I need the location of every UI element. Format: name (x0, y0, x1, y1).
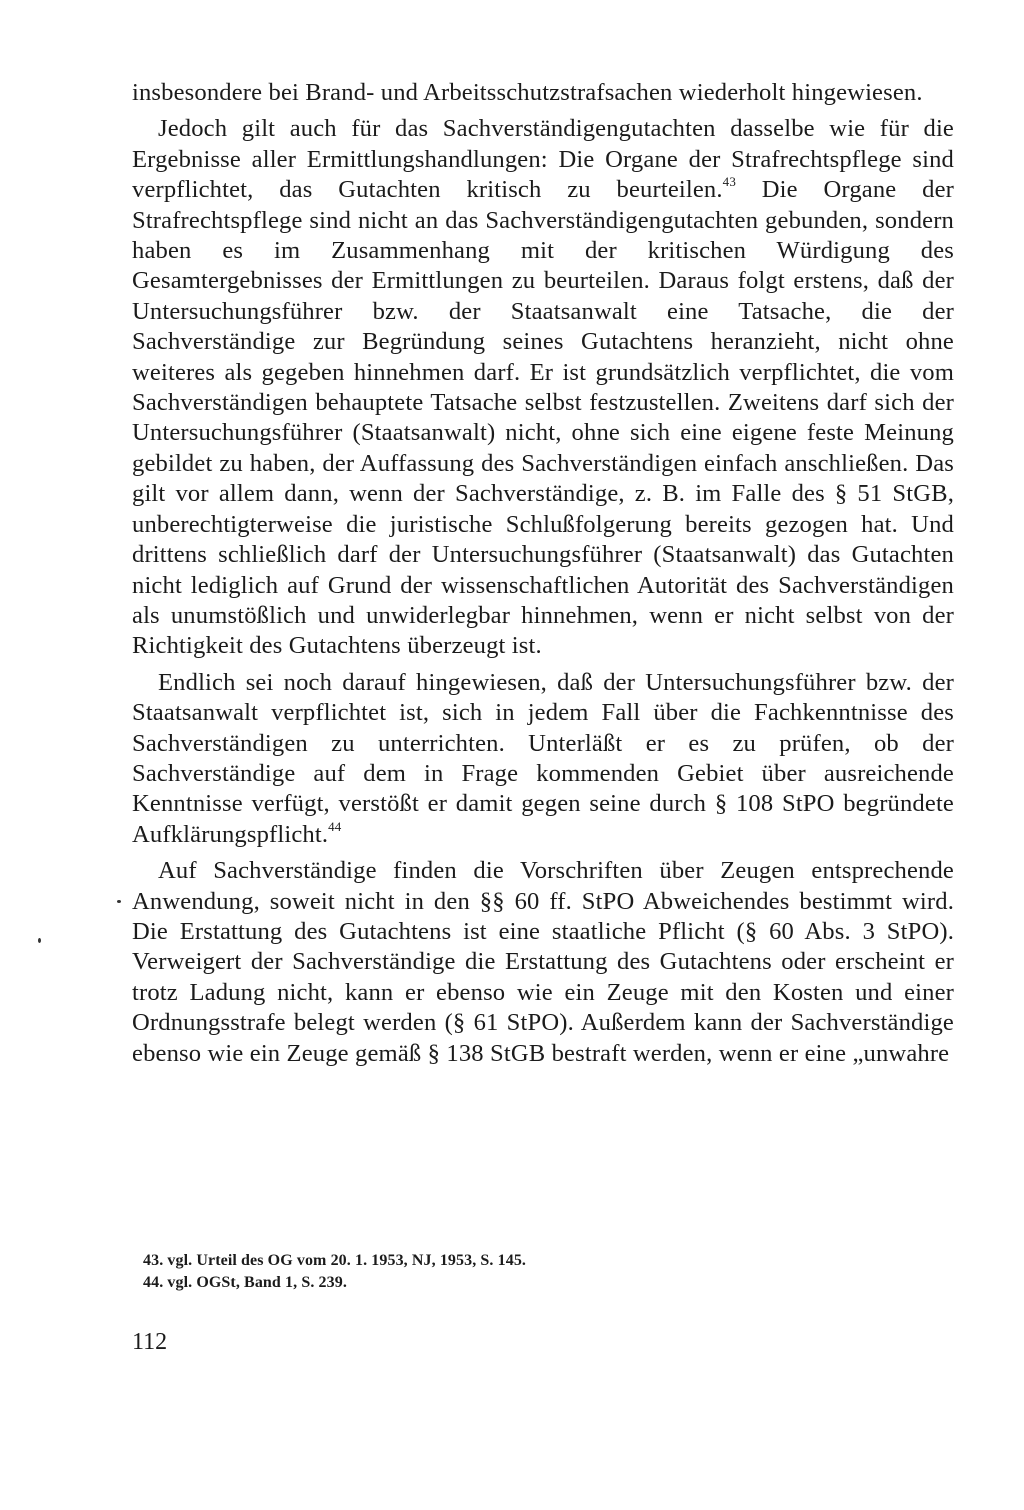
scan-speck (38, 938, 41, 943)
footnote-43: 43. vgl. Urteil des OG vom 20. 1. 1953, NJ, 1953, S. 145. (143, 1252, 527, 1269)
footnote-44: 44. vgl. OGSt, Band 1, S. 239. (143, 1274, 347, 1291)
paragraph-text: insbesondere bei Brand- und Arbeitsschutzstrafsachen wiederholt hingewiesen. (132, 79, 923, 106)
footnote-ref-43[interactable]: 43 (722, 174, 736, 190)
paragraph-3 (132, 668, 954, 850)
footnotes (143, 1250, 943, 1294)
page-number: 112 (132, 1329, 168, 1355)
scan-speck (117, 900, 121, 903)
paragraph-1 (132, 78, 954, 108)
paragraph-text: Auf Sachverständige finden die Vorschriften über Zeugen entsprechende Anwendung, soweit nicht in den §§ 60 ff. StPO Abweichendes bestimmt wird. Die Erstattung des Gutachtens ist eine staatliche Pflicht (§ 60 Abs. 3 StPO). Verweigert der Sachverständige die Erstattung des Gutachtens oder erscheint er trotz Ladung nicht, kann er ebenso wie ein Zeuge mit den Kosten und einer Ordnungsstrafe belegt werden (§ 61 StPO). Außerdem kann der Sachverständige ebenso wie ein Zeuge gemäß § 138 StGB bestraft werden, wenn er eine „unwahre (132, 857, 954, 1067)
paragraph-text: Jedoch gilt auch für das Sachverständigengutachten dasselbe wie für die Ergebnisse aller Ermittlungshandlungen: Die Organe der Strafrechtspflege sind verpflichtet, das Gutachten kritisch zu beurteilen. (132, 115, 954, 204)
paragraph-text-continued: Die Organe der Strafrechtspflege sind nicht an das Sachverständigengutachten gebunden, sondern haben es im Zusammenhang mit der kritischen Würdigung des Gesamtergebnisses der Ermittlungen zu beurteilen. Daraus folgt erstens, daß der Untersuchungsführer bzw. der Staatsanwalt eine Tatsache, die der Sachverständige zur Begründung seines Gutachtens heranzieht, nicht ohne weiteres als gegeben hinnehmen darf. Er ist grundsätzlich verpflichtet, die vom Sachverständigen behauptete Tatsache selbst festzustellen. Zweitens darf sich der Untersuchungsführer (Staatsanwalt) nicht, ohne sich eine eigene feste Meinung gebildet zu haben, der Auffassung des Sachverständigen einfach anschließen. Das gilt vor allem dann, wenn der Sachverständige, z. B. im Falle des § 51 StGB, unberechtigterweise die juristische Schlußfolgerung bereits gezogen hat. Und drittens schließlich darf der Untersuchungsführer (Staatsanwalt) das Gutachten nicht lediglich auf Grund der wissenschaftlichen Autorität des Sachverständigen als unumstößlich und unwiderlegbar hinnehmen, wenn er nicht selbst von der Richtigkeit des Gutachtens überzeugt ist. (132, 176, 955, 660)
paragraph-4 (132, 856, 954, 1069)
paragraph-text: Endlich sei noch darauf hingewiesen, daß der Untersuchungsführer bzw. der Staatsanwalt verpflichtet ist, sich in jedem Fall über die Fachkenntnisse des Sachverständigen zu unterrichten. Unterläßt er es zu prüfen, ob der Sachverständige auf dem in Frage kommenden Gebiet über ausreichende Kenntnisse verfügt, verstößt er damit gegen seine durch § 108 StPO begründete Aufklärungspflicht. (132, 668, 954, 848)
page-body (132, 78, 954, 1069)
paragraph-2 (132, 114, 954, 661)
footnote-ref-44[interactable]: 44 (328, 818, 342, 834)
